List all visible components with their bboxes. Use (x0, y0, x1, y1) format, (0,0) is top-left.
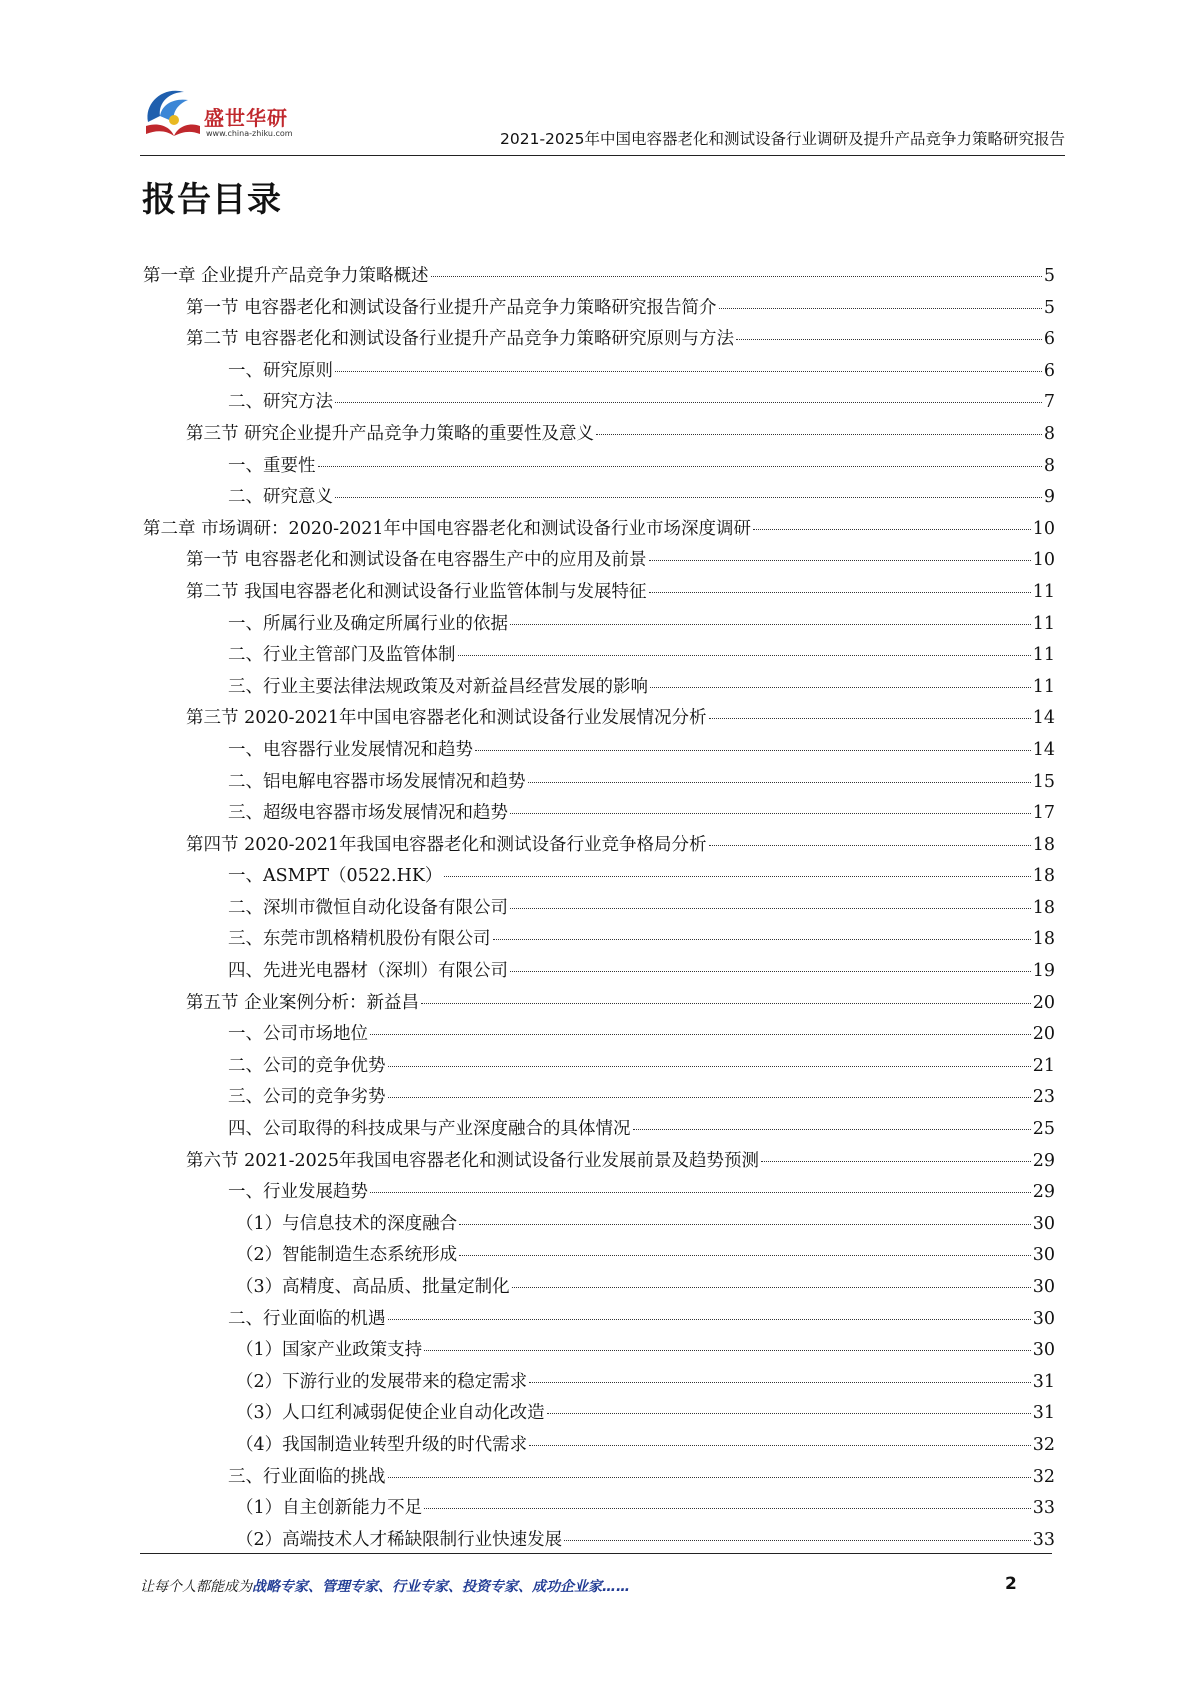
toc-entry[interactable] (143, 1336, 1055, 1368)
toc-leader-dots (335, 497, 1042, 498)
toc-entry-label: 一、行业发展趋势 (228, 1182, 368, 1203)
toc-entry-page: 33 (1032, 1529, 1055, 1550)
toc-leader-dots (370, 1192, 1031, 1193)
toc-entry[interactable] (143, 736, 1055, 768)
toc-entry-label: 二、行业主管部门及监管体制 (228, 645, 456, 666)
toc-leader-dots (650, 687, 1031, 688)
toc-entry-label: （4）我国制造业转型升级的时代需求 (236, 1434, 528, 1455)
toc-leader-dots (335, 371, 1042, 372)
toc-entry-page: 31 (1032, 1371, 1055, 1392)
toc-entry-page: 23 (1032, 1087, 1055, 1108)
toc-leader-dots (719, 308, 1042, 309)
toc-entry[interactable] (143, 388, 1055, 420)
toc-entry-label: （2）下游行业的发展带来的稳定需求 (236, 1371, 528, 1392)
toc-entry[interactable] (143, 262, 1055, 294)
toc-leader-dots (529, 1445, 1031, 1446)
toc-leader-dots (370, 1034, 1031, 1035)
toc-entry[interactable] (143, 1210, 1055, 1242)
toc-entry-label: 三、行业面临的挑战 (228, 1466, 386, 1487)
toc-entry[interactable] (143, 673, 1055, 705)
toc-entry[interactable] (143, 1368, 1055, 1400)
toc-leader-dots (510, 813, 1031, 814)
logo-name: 盛世华研 (204, 106, 288, 130)
toc-entry-label: （2）智能制造生态系统形成 (236, 1245, 458, 1266)
toc-entry[interactable] (143, 989, 1055, 1021)
footer-divider (140, 1553, 1052, 1554)
toc-entry[interactable] (143, 357, 1055, 389)
toc-entry-label: 第二节 电容器老化和测试设备行业提升产品竞争力策略研究原则与方法 (186, 329, 735, 350)
toc-leader-dots (761, 1161, 1031, 1162)
toc-entry-page: 30 (1032, 1308, 1055, 1329)
toc-entry[interactable] (143, 546, 1055, 578)
toc-entry[interactable] (143, 862, 1055, 894)
toc-entry-label: 二、研究方法 (228, 392, 333, 413)
toc-entry[interactable] (143, 1115, 1055, 1147)
company-logo (140, 82, 340, 152)
toc-entry-page: 29 (1032, 1182, 1055, 1203)
toc-entry[interactable] (143, 610, 1055, 642)
toc-entry-page: 6 (1043, 329, 1055, 350)
toc-entry[interactable] (143, 1147, 1055, 1179)
toc-leader-dots (459, 1224, 1031, 1225)
toc-entry-label: 二、铝电解电容器市场发展情况和趋势 (228, 771, 526, 792)
toc-entry-label: 二、行业面临的机遇 (228, 1308, 386, 1329)
toc-entry-page: 11 (1032, 645, 1055, 666)
table-of-contents (143, 262, 1055, 1557)
toc-entry-label: 一、所属行业及确定所属行业的依据 (228, 613, 508, 634)
toc-leader-dots (649, 592, 1031, 593)
toc-entry-page: 32 (1032, 1434, 1055, 1455)
toc-entry-page: 7 (1043, 392, 1055, 413)
toc-entry-page: 21 (1032, 1055, 1055, 1076)
toc-entry-label: 第二章 市场调研：2020-2021年中国电容器老化和测试设备行业市场深度调研 (143, 518, 752, 539)
toc-entry-page: 20 (1032, 992, 1055, 1013)
toc-entry[interactable] (143, 1399, 1055, 1431)
toc-leader-dots (512, 1287, 1031, 1288)
toc-entry-page: 18 (1032, 866, 1055, 887)
toc-entry[interactable] (143, 515, 1055, 547)
toc-leader-dots (335, 402, 1042, 403)
toc-entry-page: 20 (1032, 1024, 1055, 1045)
toc-entry[interactable] (143, 578, 1055, 610)
toc-leader-dots (421, 1003, 1031, 1004)
toc-entry[interactable] (143, 799, 1055, 831)
logo-url: www.china-zhiku.com (206, 129, 293, 138)
toc-entry-page: 18 (1032, 897, 1055, 918)
toc-entry-page: 32 (1032, 1466, 1055, 1487)
toc-entry-label: 一、ASMPT（0522.HK） (228, 866, 443, 887)
header-divider (140, 155, 1065, 156)
toc-entry-label: （3）高精度、高品质、批量定制化 (236, 1277, 510, 1297)
toc-entry-label: 第四节 2020-2021年我国电容器老化和测试设备行业竞争格局分析 (186, 834, 707, 855)
toc-entry-label: 一、重要性 (228, 455, 316, 476)
toc-entry-label: （1）自主创新能力不足 (236, 1498, 423, 1519)
toc-entry-label: 三、行业主要法律法规政策及对新益昌经营发展的影响 (228, 676, 648, 697)
toc-entry-label: 四、先进光电器材（深圳）有限公司 (228, 961, 508, 982)
toc-leader-dots (493, 939, 1031, 940)
toc-entry-page: 11 (1032, 676, 1055, 697)
toc-entry-label: 二、深圳市微恒自动化设备有限公司 (228, 897, 508, 918)
toc-entry[interactable] (143, 1273, 1055, 1305)
toc-entry-page: 30 (1032, 1245, 1055, 1266)
toc-entry-page: 18 (1032, 834, 1055, 855)
toc-entry-page: 10 (1032, 518, 1055, 539)
toc-leader-dots (388, 1319, 1031, 1320)
toc-leader-dots (388, 1477, 1031, 1478)
toc-entry-label: （2）高端技术人才稀缺限制行业快速发展 (236, 1529, 563, 1550)
toc-leader-dots (564, 1540, 1031, 1541)
toc-leader-dots (318, 466, 1042, 467)
toc-entry-page: 30 (1032, 1277, 1055, 1297)
toc-leader-dots (510, 908, 1031, 909)
toc-entry[interactable] (143, 768, 1055, 800)
toc-entry[interactable] (143, 1463, 1055, 1495)
toc-entry-label: 一、电容器行业发展情况和趋势 (228, 739, 473, 760)
toc-entry-page: 33 (1032, 1498, 1055, 1519)
toc-entry-label: （3）人口红利减弱促使企业自动化改造 (236, 1403, 545, 1424)
toc-leader-dots (547, 1413, 1031, 1414)
toc-entry-page: 25 (1032, 1119, 1055, 1140)
toc-leader-dots (709, 845, 1031, 846)
toc-entry-page: 8 (1043, 455, 1055, 476)
toc-entry[interactable] (143, 641, 1055, 673)
toc-entry-label: 三、超级电容器市场发展情况和趋势 (228, 803, 508, 824)
toc-entry[interactable] (143, 483, 1055, 515)
toc-leader-dots (459, 1255, 1031, 1256)
toc-entry-label: 四、公司取得的科技成果与产业深度融合的具体情况 (228, 1119, 631, 1140)
toc-entry-page: 19 (1032, 961, 1055, 982)
toc-entry-page: 5 (1043, 297, 1055, 318)
toc-entry-label: 三、东莞市凯格精机股份有限公司 (228, 929, 491, 950)
toc-entry-label: 三、公司的竞争劣势 (228, 1087, 386, 1108)
toc-entry-label: 二、公司的竞争优势 (228, 1055, 386, 1076)
toc-entry[interactable] (143, 1305, 1055, 1337)
toc-entry-page: 6 (1043, 360, 1055, 381)
toc-entry[interactable] (143, 294, 1055, 326)
toc-entry[interactable] (143, 957, 1055, 989)
page-header (140, 82, 1065, 158)
toc-entry[interactable] (143, 1178, 1055, 1210)
toc-entry[interactable] (143, 1494, 1055, 1526)
toc-entry[interactable] (143, 925, 1055, 957)
footer-slogan-prefix: 让每个人都能成为 (140, 1579, 252, 1595)
toc-entry-label: 第六节 2021-2025年我国电容器老化和测试设备行业发展前景及趋势预测 (186, 1150, 760, 1171)
toc-leader-dots (458, 655, 1031, 656)
toc-leader-dots (528, 782, 1031, 783)
toc-entry-page: 5 (1043, 266, 1055, 286)
toc-entry-page: 31 (1032, 1403, 1055, 1424)
toc-entry[interactable] (143, 894, 1055, 926)
toc-entry-page: 14 (1032, 739, 1055, 760)
toc-leader-dots (388, 1066, 1031, 1067)
footer-slogan-highlight: 战略专家、管理专家、行业专家、投资专家、成功企业家…… (252, 1579, 630, 1595)
toc-entry-label: 第一章 企业提升产品竞争力策略概述 (143, 266, 429, 286)
toc-leader-dots (753, 529, 1031, 530)
toc-entry[interactable] (143, 1020, 1055, 1052)
toc-entry-page: 18 (1032, 929, 1055, 950)
report-title: 2021-2025年中国电容器老化和测试设备行业调研及提升产品竞争力策略研究报告 (500, 130, 1065, 148)
page-title: 报告目录 (142, 180, 282, 220)
toc-entry-label: （1）国家产业政策支持 (236, 1340, 423, 1361)
toc-entry-page: 9 (1043, 487, 1055, 508)
toc-entry-label: （1）与信息技术的深度融合 (236, 1213, 458, 1234)
toc-entry[interactable] (143, 1431, 1055, 1463)
toc-entry-label: 一、公司市场地位 (228, 1024, 368, 1045)
toc-entry[interactable] (143, 1052, 1055, 1084)
toc-leader-dots (424, 1350, 1031, 1351)
toc-leader-dots (444, 876, 1030, 877)
toc-leader-dots (475, 750, 1031, 751)
page-number: 2 (1005, 1574, 1017, 1594)
toc-leader-dots (596, 434, 1042, 435)
toc-entry-page: 8 (1043, 423, 1055, 444)
toc-leader-dots (510, 624, 1031, 625)
toc-entry-label: 一、研究原则 (228, 360, 333, 381)
toc-entry-page: 30 (1032, 1340, 1055, 1361)
toc-leader-dots (529, 1382, 1031, 1383)
toc-entry-page: 30 (1032, 1213, 1055, 1234)
toc-leader-dots (510, 971, 1031, 972)
toc-entry-label: 第二节 我国电容器老化和测试设备行业监管体制与发展特征 (186, 581, 647, 602)
toc-entry-page: 29 (1032, 1150, 1055, 1171)
toc-entry-label: 二、研究意义 (228, 487, 333, 508)
toc-leader-dots (633, 1129, 1031, 1130)
toc-leader-dots (388, 1097, 1031, 1098)
toc-entry-page: 11 (1032, 613, 1055, 634)
toc-entry-page: 10 (1032, 550, 1055, 571)
toc-entry-label: 第三节 研究企业提升产品竞争力策略的重要性及意义 (186, 423, 595, 444)
toc-entry-page: 14 (1032, 708, 1055, 729)
toc-entry[interactable] (143, 1083, 1055, 1115)
toc-leader-dots (424, 1508, 1031, 1509)
toc-entry-page: 11 (1032, 581, 1055, 602)
footer-slogan (140, 1576, 630, 1596)
toc-leader-dots (431, 276, 1042, 277)
toc-entry[interactable] (143, 704, 1055, 736)
toc-entry[interactable] (143, 325, 1055, 357)
toc-leader-dots (736, 339, 1042, 340)
toc-entry[interactable] (143, 831, 1055, 863)
toc-entry-label: 第三节 2020-2021年中国电容器老化和测试设备行业发展情况分析 (186, 708, 707, 729)
logo-emblem-icon (140, 82, 204, 146)
toc-entry-label: 第一节 电容器老化和测试设备在电容器生产中的应用及前景 (186, 550, 647, 571)
toc-entry[interactable] (143, 452, 1055, 484)
toc-leader-dots (649, 560, 1031, 561)
toc-entry-label: 第一节 电容器老化和测试设备行业提升产品竞争力策略研究报告简介 (186, 297, 717, 318)
toc-entry[interactable] (143, 420, 1055, 452)
toc-entry-page: 17 (1032, 803, 1055, 824)
toc-entry-page: 15 (1032, 771, 1055, 792)
toc-entry[interactable] (143, 1241, 1055, 1273)
toc-leader-dots (709, 718, 1031, 719)
toc-entry-label: 第五节 企业案例分析：新益昌 (186, 992, 420, 1013)
